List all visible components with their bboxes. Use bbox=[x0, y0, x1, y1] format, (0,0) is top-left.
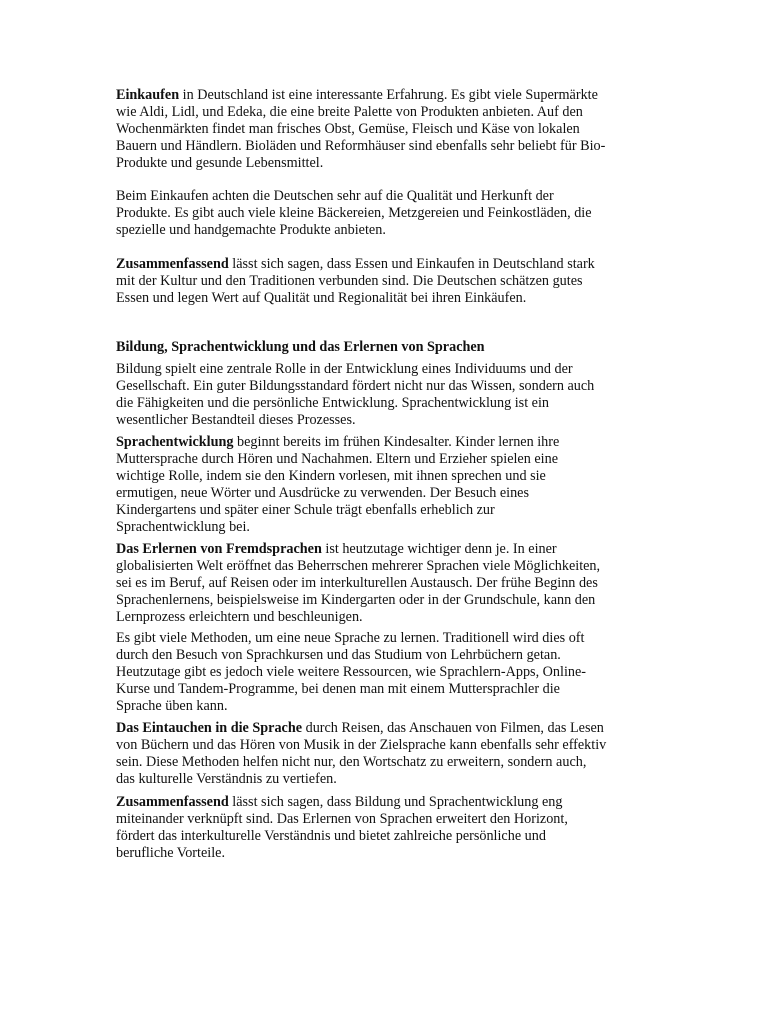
text-line: Muttersprache durch Hören und Nachahmen. Eltern und Erzieher spielen eine bbox=[116, 451, 559, 467]
text-line: lässt sich sagen, dass Essen und Einkaufen in Deutschland stark bbox=[228, 256, 595, 272]
section-heading bbox=[116, 339, 664, 356]
text-line: wesentlicher Bestandteil dieses Prozesses. bbox=[116, 412, 356, 428]
text-line: fördert das interkulturelle Verständnis und bietet zahlreiche persönliche und bbox=[116, 828, 546, 844]
text-line: Sprache üben kann. bbox=[116, 698, 228, 714]
text-line: Wochenmärkten findet man frisches Obst, Gemüse, Fleisch und Käse von lokalen bbox=[116, 121, 580, 137]
text-line: wichtige Rolle, indem sie den Kindern vorlesen, mit ihnen sprechen und sie bbox=[116, 468, 546, 484]
bold-lead: Zusammenfassend bbox=[116, 794, 229, 810]
text-line: mit der Kultur und den Traditionen verbunden sind. Die Deutschen schätzen gutes bbox=[116, 273, 583, 289]
text-line: Bauern und Händlern. Bioläden und Reformhäuser sind ebenfalls sehr beliebt für Bio- bbox=[116, 138, 606, 154]
text-line: Sprachenlernens, beispielsweise im Kindergarten oder in der Grundschule, kann den bbox=[116, 592, 596, 608]
paragraph-education-intro bbox=[116, 361, 664, 429]
paragraph-shopping-intro bbox=[116, 87, 664, 172]
text-line: das kulturelle Verständnis zu vertiefen. bbox=[116, 771, 337, 787]
text-line: durch den Besuch von Sprachkursen und das Studium von Lehrbüchern getan. bbox=[116, 647, 561, 663]
text-line: Produkte und gesunde Lebensmittel. bbox=[116, 155, 324, 171]
text-line: Es gibt viele Methoden, um eine neue Sprache zu lernen. Traditionell wird dies oft bbox=[116, 630, 585, 646]
text-line: globalisierten Welt eröffnet das Beherrschen mehrerer Sprachen viele Möglichkeiten, bbox=[116, 558, 601, 574]
text-line: Kurse und Tandem-Programme, bei denen man mit einem Muttersprachler die bbox=[116, 681, 560, 697]
text-line: ist heutzutage wichtiger denn je. In einer bbox=[321, 541, 557, 557]
text-line: in Deutschland ist eine interessante Erfahrung. Es gibt viele Supermärkte bbox=[179, 87, 598, 103]
text-line: Sprachentwicklung bei. bbox=[116, 519, 250, 535]
text-line: von Büchern und das Hören von Musik in der Zielsprache kann ebenfalls sehr effektiv bbox=[116, 737, 607, 753]
text-line: Lernprozess erleichtern und beschleunigen. bbox=[116, 609, 363, 625]
paragraph-immersion bbox=[116, 720, 664, 788]
paragraph-education-summary bbox=[116, 794, 664, 862]
text-line: Essen und legen Wert auf Qualität und Regionalität bei ihren Einkäufen. bbox=[116, 290, 527, 306]
text-line: spezielle und handgemachte Produkte anbieten. bbox=[116, 222, 386, 238]
heading-text: Bildung, Sprachentwicklung und das Erlernen von Sprachen bbox=[116, 339, 485, 355]
text-line: Bildung spielt eine zentrale Rolle in der Entwicklung eines Individuums und der bbox=[116, 361, 573, 377]
text-line: lässt sich sagen, dass Bildung und Sprachentwicklung eng bbox=[228, 794, 563, 810]
text-line: die Fähigkeiten und die persönliche Entwicklung. Sprachentwicklung ist ein bbox=[116, 395, 550, 411]
text-line: miteinander verknüpft sind. Das Erlernen von Sprachen erweitert den Horizont, bbox=[116, 811, 568, 827]
text-line: berufliche Vorteile. bbox=[116, 845, 225, 861]
paragraph-learning-methods bbox=[116, 630, 664, 715]
paragraph-foreign-languages bbox=[116, 541, 664, 626]
bold-lead: Das Eintauchen in die Sprache bbox=[116, 720, 303, 736]
text-line: sei es im Beruf, auf Reisen oder im interkulturellen Austausch. Der frühe Beginn des bbox=[116, 575, 598, 591]
paragraph-language-development bbox=[116, 434, 664, 536]
text-line: Heutzutage gibt es jedoch viele weitere Ressourcen, wie Sprachlern-Apps, Online- bbox=[116, 664, 586, 680]
text-line: Beim Einkaufen achten die Deutschen sehr auf die Qualität und Herkunft der bbox=[116, 188, 554, 204]
bold-lead: Einkaufen bbox=[116, 87, 180, 103]
bold-lead: Sprachentwicklung bbox=[116, 434, 234, 450]
text-line: beginnt bereits im frühen Kindesalter. Kinder lernen ihre bbox=[233, 434, 560, 450]
paragraph-shopping-quality bbox=[116, 188, 664, 239]
text-line: Kindergartens und später einer Schule trägt ebenfalls erheblich zur bbox=[116, 502, 495, 518]
text-line: Produkte. Es gibt auch viele kleine Bäckereien, Metzgereien und Feinkostläden, die bbox=[116, 205, 592, 221]
text-line: durch Reisen, das Anschauen von Filmen, das Lesen bbox=[302, 720, 604, 736]
bold-lead: Zusammenfassend bbox=[116, 256, 229, 272]
text-line: ermutigen, neue Wörter und Ausdrücke zu verwenden. Der Besuch eines bbox=[116, 485, 530, 501]
text-line: sein. Diese Methoden helfen nicht nur, den Wortschatz zu erweitern, sondern auch, bbox=[116, 754, 587, 770]
text-line: wie Aldi, Lidl, und Edeka, die eine breite Palette von Produkten anbieten. Auf den bbox=[116, 104, 583, 120]
bold-lead: Das Erlernen von Fremdsprachen bbox=[116, 541, 322, 557]
text-line: Gesellschaft. Ein guter Bildungsstandard fördert nicht nur das Wissen, sondern auch bbox=[116, 378, 595, 394]
paragraph-shopping-summary bbox=[116, 256, 664, 307]
